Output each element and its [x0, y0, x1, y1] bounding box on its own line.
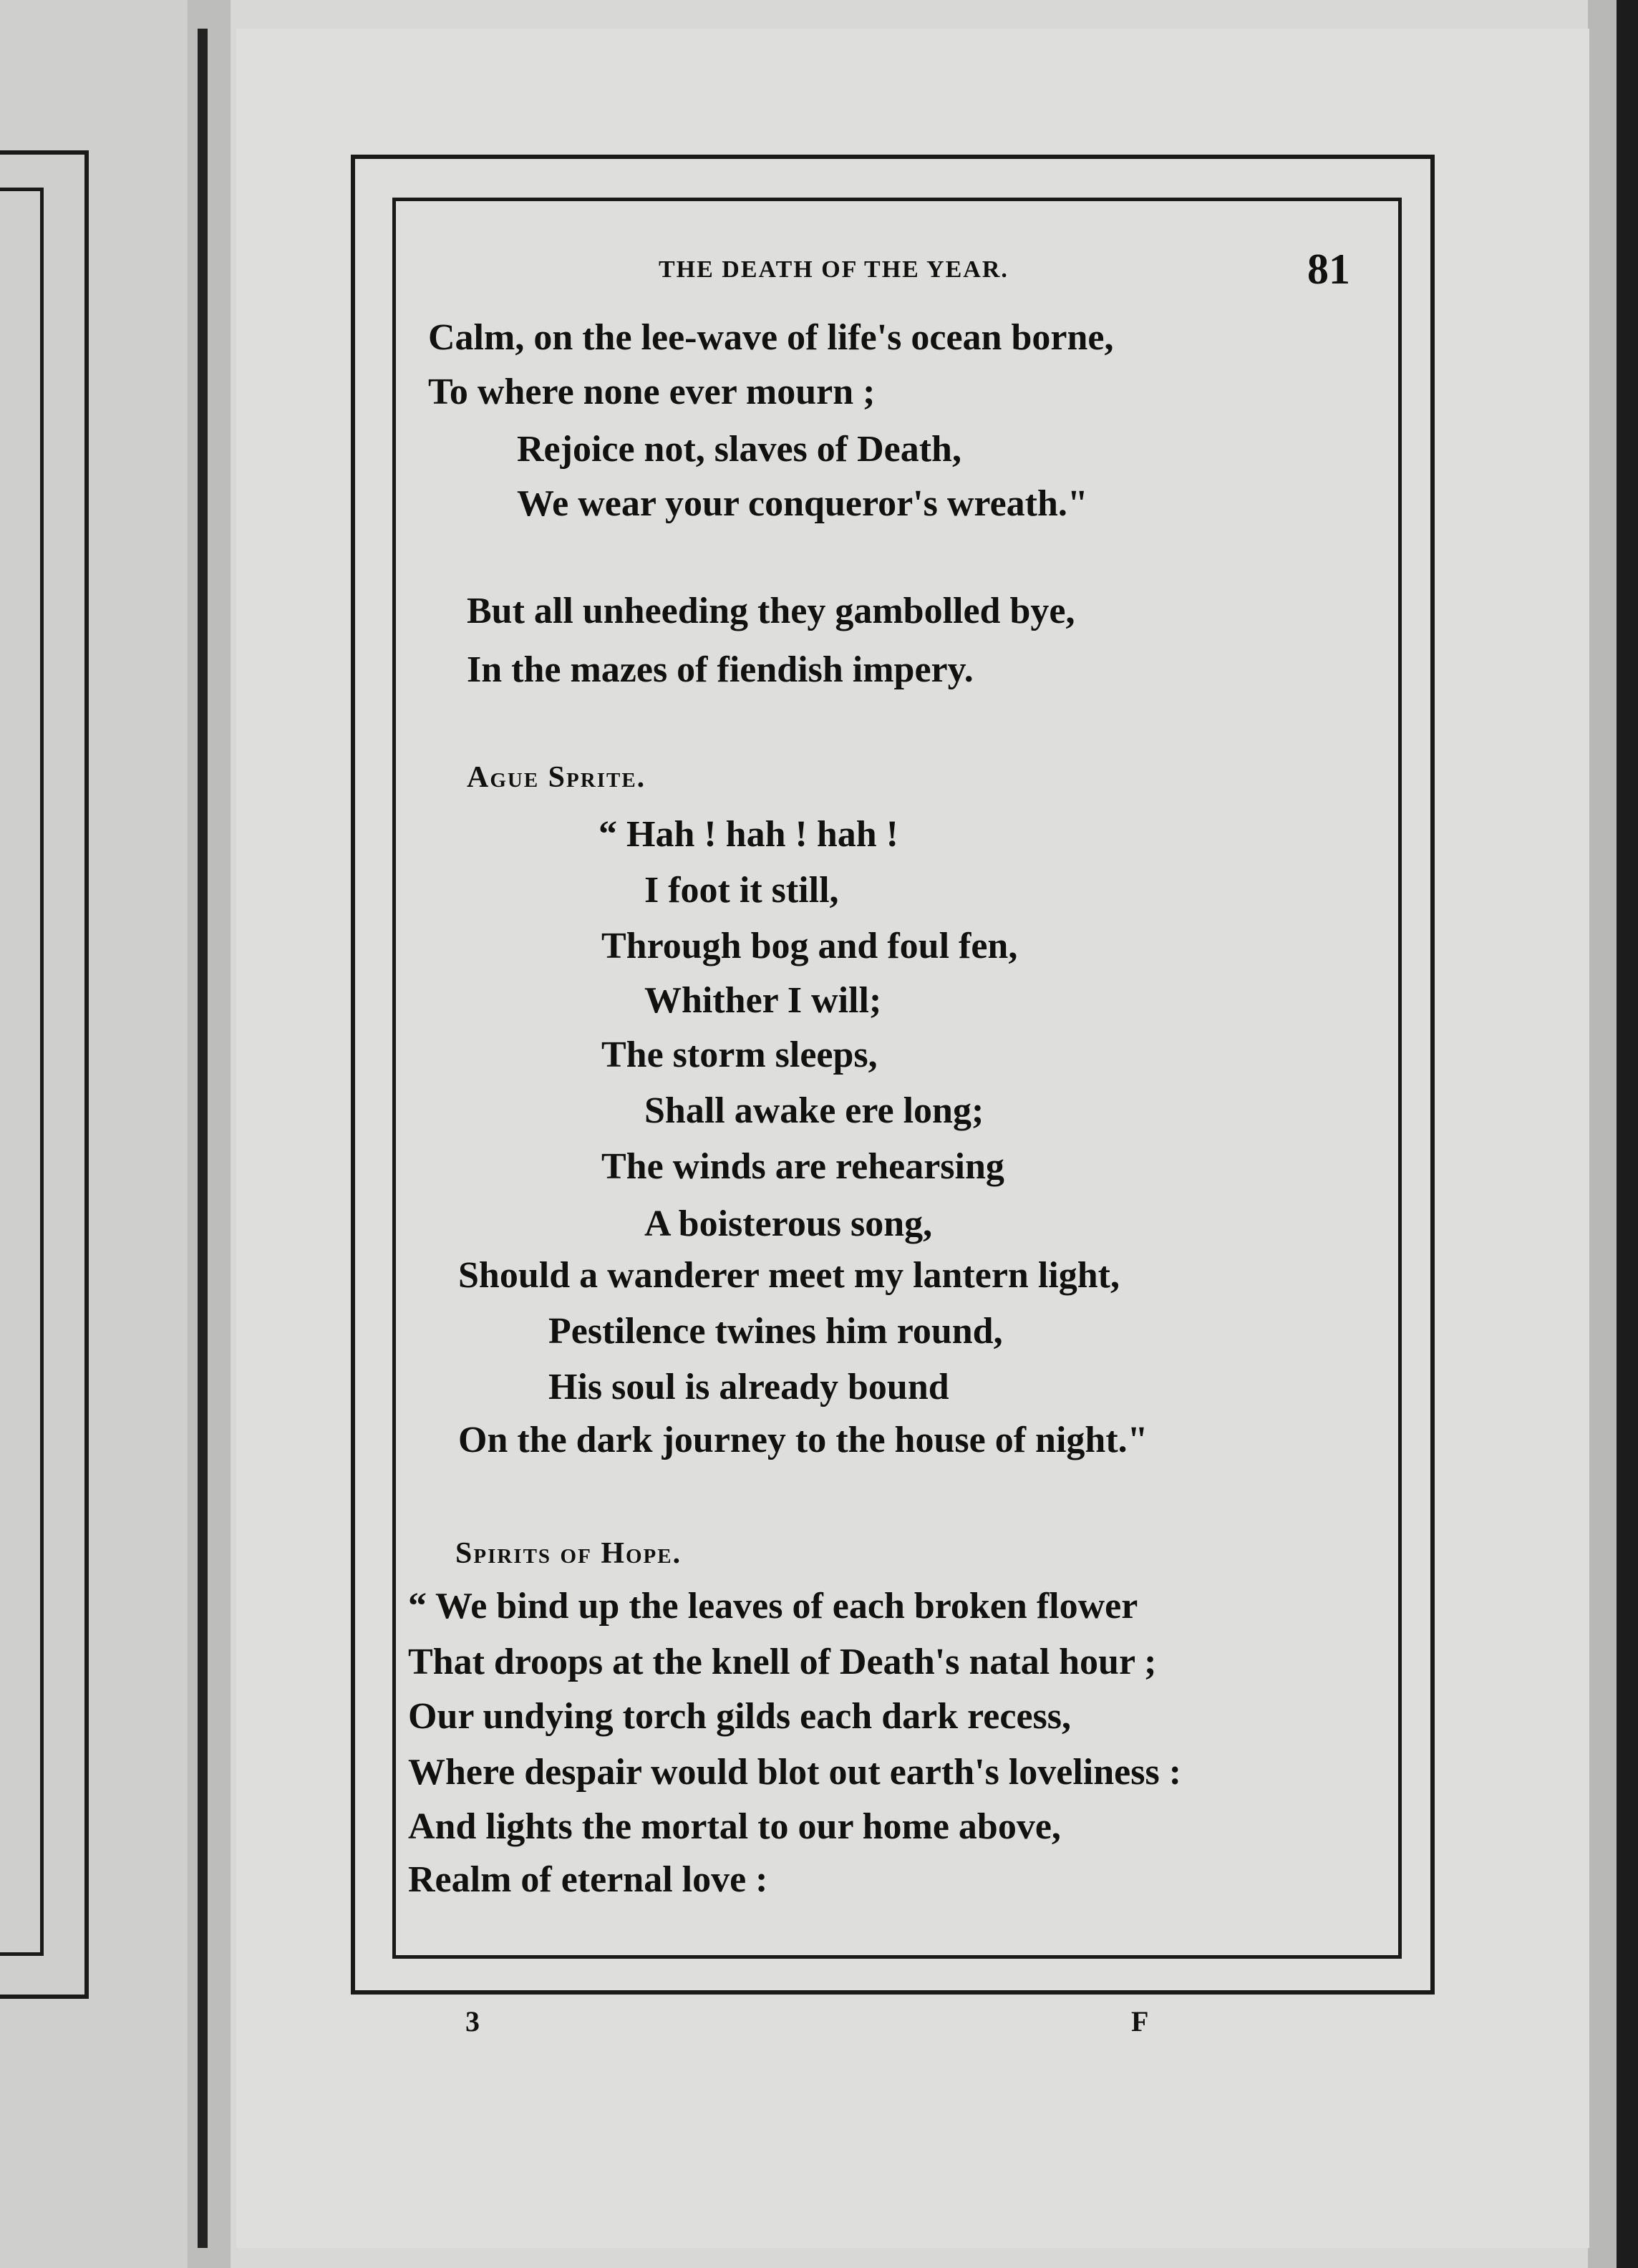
poem-line: That droops at the knell of Death's natal hour ; — [408, 1642, 1157, 1682]
adjacent-page — [0, 0, 195, 2268]
running-head-title: THE DEATH OF THE YEAR. — [659, 256, 1009, 283]
poem-line: On the dark journey to the house of night." — [458, 1420, 1148, 1460]
poem-line: Through bog and foul fen, — [601, 926, 1018, 966]
poem-line: Where despair would blot out earth's loveliness : — [408, 1752, 1182, 1793]
book-spine — [188, 0, 231, 2268]
poem-line: Pestilence twines him round, — [548, 1311, 1003, 1352]
poem-line: Should a wanderer meet my lantern light, — [458, 1255, 1120, 1296]
poem-line: Shall awake ere long; — [644, 1090, 984, 1131]
poem-line: We wear your conqueror's wreath." — [517, 483, 1088, 524]
gutter-shadow — [198, 29, 208, 2248]
poem-line: And lights the mortal to our home above, — [408, 1806, 1061, 1847]
speaker-heading: Ague Sprite. — [467, 761, 646, 794]
adjacent-page-frame-inner — [0, 188, 44, 1956]
poem-line: A boisterous song, — [644, 1203, 933, 1244]
signature-number: 3 — [465, 2005, 480, 2037]
poem-line: The storm sleeps, — [601, 1034, 878, 1075]
poem-line: To where none ever mourn ; — [428, 372, 876, 412]
poem-line: But all unheeding they gambolled bye, — [467, 591, 1075, 631]
poem-line: Rejoice not, slaves of Death, — [517, 429, 961, 470]
poem-line: The winds are rehearsing — [601, 1146, 1004, 1187]
poem-line: Calm, on the lee-wave of life's ocean borne, — [428, 317, 1114, 358]
poem-line: His soul is already bound — [548, 1367, 949, 1407]
poem-line: Realm of eternal love : — [408, 1859, 768, 1900]
poem-line: In the mazes of fiendish impery. — [467, 649, 974, 690]
poem-line: Our undying torch gilds each dark recess, — [408, 1696, 1071, 1737]
poem-line: “ Hah ! hah ! hah ! — [598, 814, 898, 855]
poem-line: I foot it still, — [644, 870, 839, 911]
signature-letter: F — [1131, 2005, 1149, 2037]
poem-line: Whither I will; — [644, 980, 882, 1021]
page-edge-shadow — [1588, 0, 1617, 2268]
poem-line: “ We bind up the leaves of each broken flower — [408, 1586, 1138, 1627]
speaker-heading: Spirits of Hope. — [455, 1537, 682, 1570]
scan-border — [1617, 0, 1638, 2268]
page-number: 81 — [1307, 246, 1350, 293]
